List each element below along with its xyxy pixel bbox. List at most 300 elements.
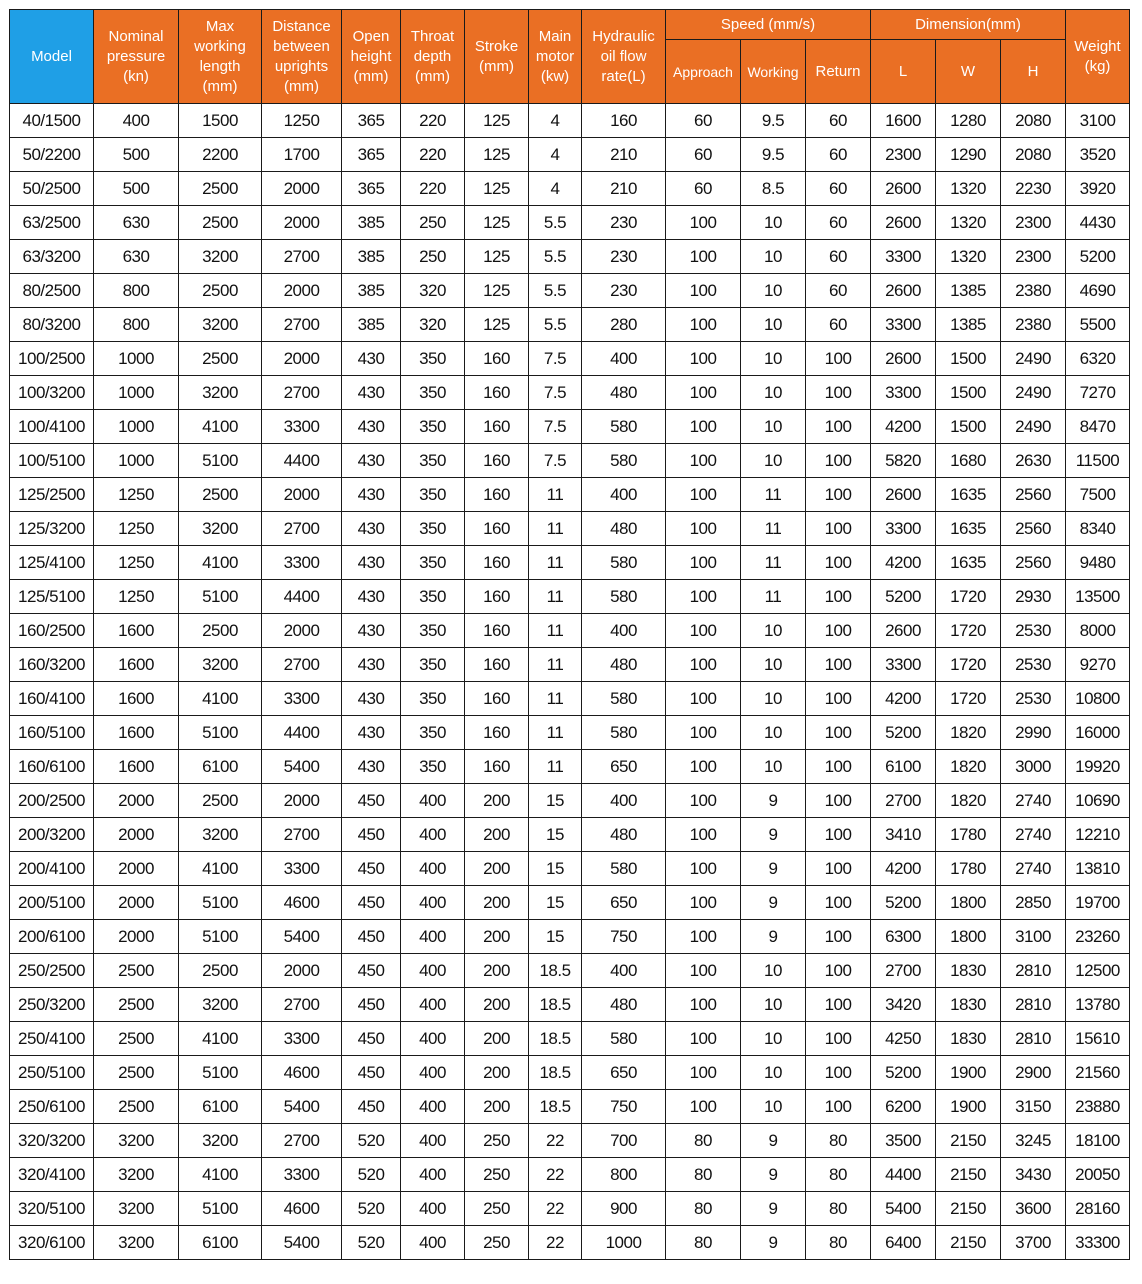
cell-speed-return: 100	[806, 614, 871, 648]
cell-dimension-h: 2380	[1001, 274, 1066, 308]
cell-model: 250/6100	[10, 1090, 94, 1124]
cell-throat-depth: 220	[401, 172, 465, 206]
cell-max-working-length: 2500	[179, 614, 262, 648]
cell-throat-depth: 220	[401, 138, 465, 172]
header-distance-between-uprights: Distance between uprights (mm)	[262, 10, 342, 104]
cell-throat-depth: 350	[401, 648, 465, 682]
cell-max-working-length: 5100	[179, 580, 262, 614]
cell-throat-depth: 350	[401, 614, 465, 648]
header-max-working-length: Max working length (mm)	[179, 10, 262, 104]
cell-model: 250/3200	[10, 988, 94, 1022]
cell-dimension-l: 2600	[871, 172, 936, 206]
cell-speed-return: 100	[806, 546, 871, 580]
cell-speed-return: 60	[806, 104, 871, 138]
cell-main-motor: 11	[529, 750, 582, 784]
cell-speed-working: 10	[741, 1056, 806, 1090]
table-row	[10, 886, 1130, 920]
cell-dimension-h: 2560	[1001, 546, 1066, 580]
cell-weight: 13780	[1066, 988, 1130, 1022]
cell-speed-working: 10	[741, 682, 806, 716]
cell-throat-depth: 400	[401, 954, 465, 988]
cell-stroke: 160	[465, 546, 529, 580]
cell-throat-depth: 250	[401, 240, 465, 274]
cell-hydraulic-oil-flow-rate: 580	[582, 444, 666, 478]
cell-distance-between-uprights: 2000	[262, 478, 342, 512]
cell-max-working-length: 6100	[179, 1226, 262, 1260]
cell-model: 200/3200	[10, 818, 94, 852]
cell-distance-between-uprights: 4600	[262, 886, 342, 920]
cell-model: 250/5100	[10, 1056, 94, 1090]
cell-speed-approach: 100	[666, 716, 741, 750]
cell-throat-depth: 400	[401, 852, 465, 886]
cell-open-height: 430	[342, 682, 401, 716]
cell-weight: 5500	[1066, 308, 1130, 342]
cell-weight: 21560	[1066, 1056, 1130, 1090]
header-speed-approach: Approach	[666, 40, 741, 104]
cell-nominal-pressure: 1600	[94, 682, 179, 716]
cell-dimension-w: 1385	[936, 308, 1001, 342]
cell-throat-depth: 400	[401, 988, 465, 1022]
cell-main-motor: 4	[529, 172, 582, 206]
cell-model: 200/2500	[10, 784, 94, 818]
cell-main-motor: 11	[529, 648, 582, 682]
cell-nominal-pressure: 3200	[94, 1124, 179, 1158]
cell-hydraulic-oil-flow-rate: 480	[582, 512, 666, 546]
cell-throat-depth: 350	[401, 716, 465, 750]
cell-nominal-pressure: 1250	[94, 512, 179, 546]
cell-distance-between-uprights: 2700	[262, 376, 342, 410]
cell-dimension-l: 4200	[871, 410, 936, 444]
header-dimension-l: L	[871, 40, 936, 104]
header-nominal-pressure: Nominal pressure (kn)	[94, 10, 179, 104]
cell-speed-working: 9	[741, 1192, 806, 1226]
cell-dimension-h: 2900	[1001, 1056, 1066, 1090]
cell-open-height: 430	[342, 648, 401, 682]
cell-open-height: 450	[342, 1056, 401, 1090]
cell-stroke: 125	[465, 206, 529, 240]
cell-max-working-length: 2500	[179, 274, 262, 308]
cell-speed-approach: 100	[666, 886, 741, 920]
cell-distance-between-uprights: 3300	[262, 682, 342, 716]
cell-dimension-h: 2850	[1001, 886, 1066, 920]
cell-nominal-pressure: 2500	[94, 954, 179, 988]
cell-main-motor: 22	[529, 1158, 582, 1192]
cell-dimension-w: 1635	[936, 512, 1001, 546]
cell-model: 125/2500	[10, 478, 94, 512]
cell-speed-working: 9	[741, 920, 806, 954]
table-row	[10, 920, 1130, 954]
cell-open-height: 430	[342, 716, 401, 750]
cell-throat-depth: 400	[401, 1124, 465, 1158]
cell-speed-return: 100	[806, 784, 871, 818]
cell-weight: 5200	[1066, 240, 1130, 274]
cell-throat-depth: 400	[401, 1226, 465, 1260]
cell-hydraulic-oil-flow-rate: 650	[582, 886, 666, 920]
cell-stroke: 250	[465, 1158, 529, 1192]
cell-distance-between-uprights: 2000	[262, 274, 342, 308]
cell-speed-approach: 100	[666, 376, 741, 410]
cell-dimension-h: 2740	[1001, 818, 1066, 852]
cell-dimension-l: 5200	[871, 716, 936, 750]
cell-max-working-length: 2500	[179, 172, 262, 206]
cell-dimension-l: 4200	[871, 682, 936, 716]
cell-model: 80/2500	[10, 274, 94, 308]
cell-dimension-w: 1680	[936, 444, 1001, 478]
cell-dimension-h: 2490	[1001, 342, 1066, 376]
cell-distance-between-uprights: 2700	[262, 240, 342, 274]
cell-stroke: 160	[465, 580, 529, 614]
cell-speed-return: 100	[806, 580, 871, 614]
cell-speed-working: 10	[741, 1090, 806, 1124]
cell-main-motor: 15	[529, 784, 582, 818]
cell-dimension-h: 3430	[1001, 1158, 1066, 1192]
cell-speed-approach: 100	[666, 852, 741, 886]
cell-max-working-length: 6100	[179, 750, 262, 784]
header-stroke: Stroke (mm)	[465, 10, 529, 104]
cell-speed-working: 11	[741, 580, 806, 614]
cell-model: 125/5100	[10, 580, 94, 614]
cell-main-motor: 15	[529, 886, 582, 920]
cell-open-height: 430	[342, 478, 401, 512]
cell-max-working-length: 4100	[179, 852, 262, 886]
cell-hydraulic-oil-flow-rate: 400	[582, 784, 666, 818]
cell-speed-working: 9	[741, 1124, 806, 1158]
cell-dimension-h: 2080	[1001, 138, 1066, 172]
table-row	[10, 172, 1130, 206]
cell-main-motor: 15	[529, 920, 582, 954]
cell-stroke: 160	[465, 410, 529, 444]
cell-model: 50/2200	[10, 138, 94, 172]
cell-nominal-pressure: 400	[94, 104, 179, 138]
cell-stroke: 200	[465, 784, 529, 818]
cell-open-height: 385	[342, 274, 401, 308]
table-row	[10, 376, 1130, 410]
cell-open-height: 365	[342, 104, 401, 138]
cell-dimension-w: 1290	[936, 138, 1001, 172]
cell-model: 125/4100	[10, 546, 94, 580]
table-row	[10, 716, 1130, 750]
cell-model: 125/3200	[10, 512, 94, 546]
cell-stroke: 125	[465, 104, 529, 138]
cell-distance-between-uprights: 2700	[262, 648, 342, 682]
cell-throat-depth: 350	[401, 682, 465, 716]
cell-max-working-length: 3200	[179, 988, 262, 1022]
cell-max-working-length: 3200	[179, 512, 262, 546]
cell-speed-return: 100	[806, 818, 871, 852]
cell-dimension-l: 5200	[871, 886, 936, 920]
cell-stroke: 160	[465, 376, 529, 410]
header-main-motor: Main motor (kw)	[529, 10, 582, 104]
cell-dimension-w: 1720	[936, 682, 1001, 716]
cell-distance-between-uprights: 5400	[262, 1226, 342, 1260]
cell-speed-return: 100	[806, 682, 871, 716]
cell-speed-approach: 100	[666, 580, 741, 614]
table-row	[10, 342, 1130, 376]
cell-stroke: 160	[465, 716, 529, 750]
cell-model: 250/4100	[10, 1022, 94, 1056]
cell-open-height: 430	[342, 546, 401, 580]
cell-model: 63/3200	[10, 240, 94, 274]
cell-hydraulic-oil-flow-rate: 580	[582, 546, 666, 580]
cell-dimension-w: 1635	[936, 478, 1001, 512]
cell-dimension-h: 2490	[1001, 376, 1066, 410]
cell-open-height: 385	[342, 206, 401, 240]
cell-speed-working: 10	[741, 206, 806, 240]
cell-weight: 23880	[1066, 1090, 1130, 1124]
cell-weight: 10690	[1066, 784, 1130, 818]
cell-dimension-h: 2230	[1001, 172, 1066, 206]
cell-open-height: 430	[342, 376, 401, 410]
cell-nominal-pressure: 1000	[94, 410, 179, 444]
cell-hydraulic-oil-flow-rate: 160	[582, 104, 666, 138]
cell-stroke: 125	[465, 274, 529, 308]
cell-dimension-h: 2560	[1001, 478, 1066, 512]
cell-dimension-l: 2600	[871, 478, 936, 512]
cell-dimension-h: 2490	[1001, 410, 1066, 444]
cell-open-height: 450	[342, 1022, 401, 1056]
cell-weight: 20050	[1066, 1158, 1130, 1192]
cell-speed-working: 9.5	[741, 104, 806, 138]
cell-max-working-length: 2200	[179, 138, 262, 172]
cell-throat-depth: 350	[401, 478, 465, 512]
cell-dimension-l: 2600	[871, 342, 936, 376]
cell-weight: 12210	[1066, 818, 1130, 852]
cell-hydraulic-oil-flow-rate: 580	[582, 410, 666, 444]
cell-dimension-l: 3420	[871, 988, 936, 1022]
cell-stroke: 160	[465, 648, 529, 682]
cell-stroke: 125	[465, 240, 529, 274]
cell-nominal-pressure: 2500	[94, 1056, 179, 1090]
cell-open-height: 450	[342, 886, 401, 920]
cell-main-motor: 11	[529, 614, 582, 648]
cell-dimension-l: 3300	[871, 512, 936, 546]
cell-weight: 33300	[1066, 1226, 1130, 1260]
cell-open-height: 430	[342, 512, 401, 546]
cell-open-height: 520	[342, 1158, 401, 1192]
cell-speed-approach: 100	[666, 784, 741, 818]
cell-main-motor: 7.5	[529, 376, 582, 410]
table-row	[10, 410, 1130, 444]
table-row	[10, 954, 1130, 988]
cell-dimension-w: 1320	[936, 240, 1001, 274]
cell-dimension-h: 2990	[1001, 716, 1066, 750]
cell-dimension-h: 2560	[1001, 512, 1066, 546]
table-header	[10, 10, 1130, 104]
cell-distance-between-uprights: 1250	[262, 104, 342, 138]
cell-speed-return: 100	[806, 1056, 871, 1090]
cell-nominal-pressure: 2500	[94, 988, 179, 1022]
cell-speed-approach: 100	[666, 478, 741, 512]
cell-nominal-pressure: 1000	[94, 376, 179, 410]
cell-distance-between-uprights: 4400	[262, 716, 342, 750]
cell-speed-working: 10	[741, 988, 806, 1022]
cell-dimension-l: 2600	[871, 274, 936, 308]
cell-speed-return: 60	[806, 206, 871, 240]
cell-max-working-length: 5100	[179, 1056, 262, 1090]
header-hydraulic-oil-flow-rate: Hydraulic oil flow rate(L)	[582, 10, 666, 104]
cell-speed-approach: 80	[666, 1192, 741, 1226]
cell-dimension-h: 3245	[1001, 1124, 1066, 1158]
cell-speed-working: 10	[741, 342, 806, 376]
cell-nominal-pressure: 1000	[94, 444, 179, 478]
cell-weight: 12500	[1066, 954, 1130, 988]
cell-max-working-length: 4100	[179, 410, 262, 444]
cell-speed-return: 80	[806, 1192, 871, 1226]
cell-max-working-length: 2500	[179, 954, 262, 988]
cell-main-motor: 7.5	[529, 410, 582, 444]
cell-throat-depth: 350	[401, 546, 465, 580]
cell-stroke: 250	[465, 1124, 529, 1158]
cell-hydraulic-oil-flow-rate: 230	[582, 240, 666, 274]
cell-max-working-length: 5100	[179, 1192, 262, 1226]
cell-nominal-pressure: 1250	[94, 546, 179, 580]
cell-main-motor: 18.5	[529, 954, 582, 988]
cell-distance-between-uprights: 3300	[262, 852, 342, 886]
cell-model: 320/3200	[10, 1124, 94, 1158]
cell-max-working-length: 4100	[179, 546, 262, 580]
cell-open-height: 520	[342, 1124, 401, 1158]
header-speed-group: Speed (mm/s)	[666, 10, 871, 40]
cell-model: 160/2500	[10, 614, 94, 648]
cell-nominal-pressure: 3200	[94, 1158, 179, 1192]
cell-distance-between-uprights: 5400	[262, 1090, 342, 1124]
cell-hydraulic-oil-flow-rate: 580	[582, 716, 666, 750]
cell-weight: 7270	[1066, 376, 1130, 410]
cell-speed-approach: 100	[666, 206, 741, 240]
table-row	[10, 1158, 1130, 1192]
cell-speed-approach: 100	[666, 342, 741, 376]
cell-main-motor: 7.5	[529, 342, 582, 376]
cell-nominal-pressure: 2000	[94, 886, 179, 920]
cell-main-motor: 18.5	[529, 988, 582, 1022]
cell-speed-return: 100	[806, 750, 871, 784]
cell-weight: 15610	[1066, 1022, 1130, 1056]
cell-dimension-l: 2600	[871, 614, 936, 648]
cell-speed-return: 60	[806, 172, 871, 206]
cell-model: 63/2500	[10, 206, 94, 240]
cell-nominal-pressure: 3200	[94, 1226, 179, 1260]
cell-speed-approach: 60	[666, 104, 741, 138]
cell-speed-approach: 100	[666, 818, 741, 852]
cell-speed-working: 10	[741, 750, 806, 784]
cell-throat-depth: 350	[401, 580, 465, 614]
cell-distance-between-uprights: 5400	[262, 920, 342, 954]
cell-hydraulic-oil-flow-rate: 480	[582, 988, 666, 1022]
cell-speed-working: 11	[741, 546, 806, 580]
cell-speed-approach: 100	[666, 648, 741, 682]
cell-weight: 8340	[1066, 512, 1130, 546]
table-row	[10, 1022, 1130, 1056]
cell-speed-working: 9	[741, 1158, 806, 1192]
cell-nominal-pressure: 1600	[94, 716, 179, 750]
cell-dimension-w: 1830	[936, 1022, 1001, 1056]
cell-dimension-w: 2150	[936, 1192, 1001, 1226]
cell-weight: 3520	[1066, 138, 1130, 172]
cell-main-motor: 5.5	[529, 274, 582, 308]
cell-hydraulic-oil-flow-rate: 650	[582, 1056, 666, 1090]
cell-dimension-l: 6100	[871, 750, 936, 784]
cell-open-height: 430	[342, 444, 401, 478]
cell-hydraulic-oil-flow-rate: 800	[582, 1158, 666, 1192]
cell-open-height: 450	[342, 784, 401, 818]
cell-model: 100/3200	[10, 376, 94, 410]
cell-nominal-pressure: 630	[94, 206, 179, 240]
table-row	[10, 274, 1130, 308]
cell-dimension-h: 2530	[1001, 682, 1066, 716]
cell-dimension-l: 3500	[871, 1124, 936, 1158]
cell-open-height: 520	[342, 1192, 401, 1226]
cell-distance-between-uprights: 2000	[262, 954, 342, 988]
cell-dimension-l: 3300	[871, 376, 936, 410]
cell-open-height: 430	[342, 410, 401, 444]
cell-max-working-length: 2500	[179, 784, 262, 818]
table-row	[10, 138, 1130, 172]
cell-max-working-length: 5100	[179, 886, 262, 920]
cell-distance-between-uprights: 2000	[262, 172, 342, 206]
cell-speed-approach: 100	[666, 920, 741, 954]
cell-dimension-h: 2380	[1001, 308, 1066, 342]
cell-throat-depth: 320	[401, 274, 465, 308]
cell-speed-return: 100	[806, 716, 871, 750]
cell-model: 200/6100	[10, 920, 94, 954]
cell-dimension-l: 4200	[871, 852, 936, 886]
cell-main-motor: 11	[529, 682, 582, 716]
cell-weight: 23260	[1066, 920, 1130, 954]
cell-speed-approach: 100	[666, 1090, 741, 1124]
cell-dimension-h: 3700	[1001, 1226, 1066, 1260]
cell-speed-return: 100	[806, 988, 871, 1022]
cell-nominal-pressure: 2000	[94, 852, 179, 886]
cell-max-working-length: 6100	[179, 1090, 262, 1124]
header-dimension-w: W	[936, 40, 1001, 104]
cell-hydraulic-oil-flow-rate: 210	[582, 138, 666, 172]
cell-max-working-length: 3200	[179, 648, 262, 682]
cell-dimension-h: 2930	[1001, 580, 1066, 614]
cell-nominal-pressure: 500	[94, 172, 179, 206]
cell-speed-working: 9	[741, 784, 806, 818]
table-row	[10, 580, 1130, 614]
cell-weight: 19700	[1066, 886, 1130, 920]
cell-main-motor: 11	[529, 546, 582, 580]
cell-dimension-w: 1820	[936, 750, 1001, 784]
cell-speed-return: 80	[806, 1226, 871, 1260]
cell-stroke: 160	[465, 512, 529, 546]
header-speed-return: Return	[806, 40, 871, 104]
cell-model: 50/2500	[10, 172, 94, 206]
cell-nominal-pressure: 800	[94, 308, 179, 342]
cell-speed-working: 9	[741, 886, 806, 920]
cell-hydraulic-oil-flow-rate: 1000	[582, 1226, 666, 1260]
cell-speed-approach: 100	[666, 274, 741, 308]
cell-dimension-w: 1820	[936, 784, 1001, 818]
cell-speed-approach: 100	[666, 410, 741, 444]
cell-speed-return: 100	[806, 852, 871, 886]
cell-dimension-w: 1780	[936, 818, 1001, 852]
cell-dimension-h: 2300	[1001, 240, 1066, 274]
cell-dimension-w: 1900	[936, 1090, 1001, 1124]
cell-distance-between-uprights: 2000	[262, 206, 342, 240]
cell-main-motor: 22	[529, 1226, 582, 1260]
cell-speed-approach: 80	[666, 1124, 741, 1158]
cell-open-height: 430	[342, 750, 401, 784]
cell-speed-return: 60	[806, 274, 871, 308]
cell-throat-depth: 350	[401, 376, 465, 410]
cell-speed-return: 100	[806, 376, 871, 410]
cell-stroke: 125	[465, 172, 529, 206]
cell-speed-return: 100	[806, 478, 871, 512]
cell-hydraulic-oil-flow-rate: 400	[582, 614, 666, 648]
table-row	[10, 648, 1130, 682]
